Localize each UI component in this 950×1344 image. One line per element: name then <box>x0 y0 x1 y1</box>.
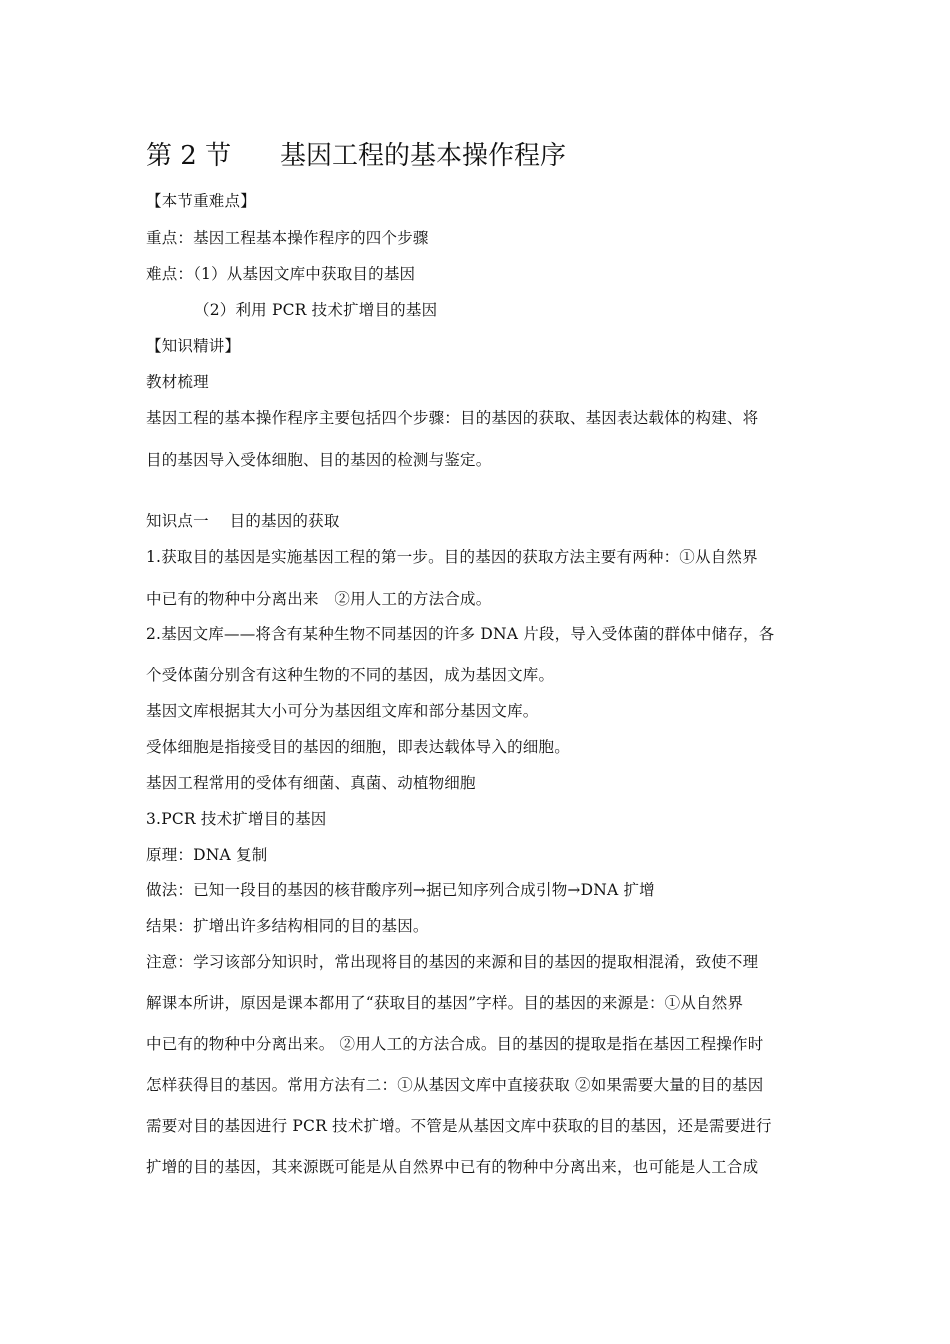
library-types: 基因文库根据其大小可分为基因组文库和部分基因文库。 <box>146 702 539 720</box>
item-1-line-1: 1.获取目的基因是实施基因工程的第一步。目的基因的获取方法主要有两种：①从自然界 <box>146 548 758 566</box>
method: 做法：已知一段目的基因的核苷酸序列→据已知序列合成引物→DNA 扩增 <box>146 881 655 899</box>
note-line-4: 怎样获得目的基因。常用方法有二：①从基因文库中直接获取 ②如果需要大量的目的基因 <box>146 1076 764 1094</box>
result: 结果：扩增出许多结构相同的目的基因。 <box>146 917 429 935</box>
common-recipients: 基因工程常用的受体有细菌、真菌、动植物细胞 <box>146 774 476 792</box>
knowledge-header: 【知识精讲】 <box>146 337 241 355</box>
overview-line-1: 基因工程的基本操作程序主要包括四个步骤：目的基因的获取、基因表达载体的构建、将 <box>146 409 759 427</box>
point-one-title: 知识点一 目的基因的获取 <box>146 512 340 530</box>
difficulty-1: 难点：（1）从基因文库中获取目的基因 <box>146 265 416 283</box>
overview-line-2: 目的基因导入受体细胞、目的基因的检测与鉴定。 <box>146 451 492 469</box>
textbook-review: 教材梳理 <box>146 373 209 391</box>
key-point: 重点：基因工程基本操作程序的四个步骤 <box>146 229 429 247</box>
difficulty-2: （2）利用 PCR 技术扩增目的基因 <box>194 301 438 319</box>
item-1-line-2: 中已有的物种中分离出来 ②用人工的方法合成。 <box>146 590 492 608</box>
item-2-line-2: 个受体菌分别含有这种生物的不同的基因，成为基因文库。 <box>146 666 555 684</box>
note-line-1: 注意：学习该部分知识时，常出现将目的基因的来源和目的基因的提取相混淆，致使不理 <box>146 953 759 971</box>
recipient-cell: 受体细胞是指接受目的基因的细胞，即表达载体导入的细胞。 <box>146 738 570 756</box>
section-title: 基因工程的基本操作程序 <box>280 141 567 171</box>
item-3-title: 3.PCR 技术扩增目的基因 <box>146 810 327 828</box>
note-line-3: 中已有的物种中分离出来。 ②用人工的方法合成。目的基因的提取是指在基因工程操作时 <box>146 1035 764 1053</box>
note-line-2: 解课本所讲，原因是课本都用了“获取目的基因”字样。目的基因的来源是：①从自然界 <box>146 994 744 1012</box>
key-points-header: 【本节重难点】 <box>146 192 256 210</box>
principle: 原理：DNA 复制 <box>146 846 268 864</box>
section-number: 第 2 节 <box>146 141 232 171</box>
note-line-5: 需要对目的基因进行 PCR 技术扩增。不管是从基因文库中获取的目的基因，还是需要进行 <box>146 1117 772 1135</box>
note-line-6: 扩增的目的基因，其来源既可能是从自然界中已有的物种中分离出来，也可能是人工合成 <box>146 1158 759 1176</box>
item-2-line-1: 2.基因文库——将含有某种生物不同基因的许多 DNA 片段，导入受体菌的群体中储存，各 <box>146 625 775 643</box>
